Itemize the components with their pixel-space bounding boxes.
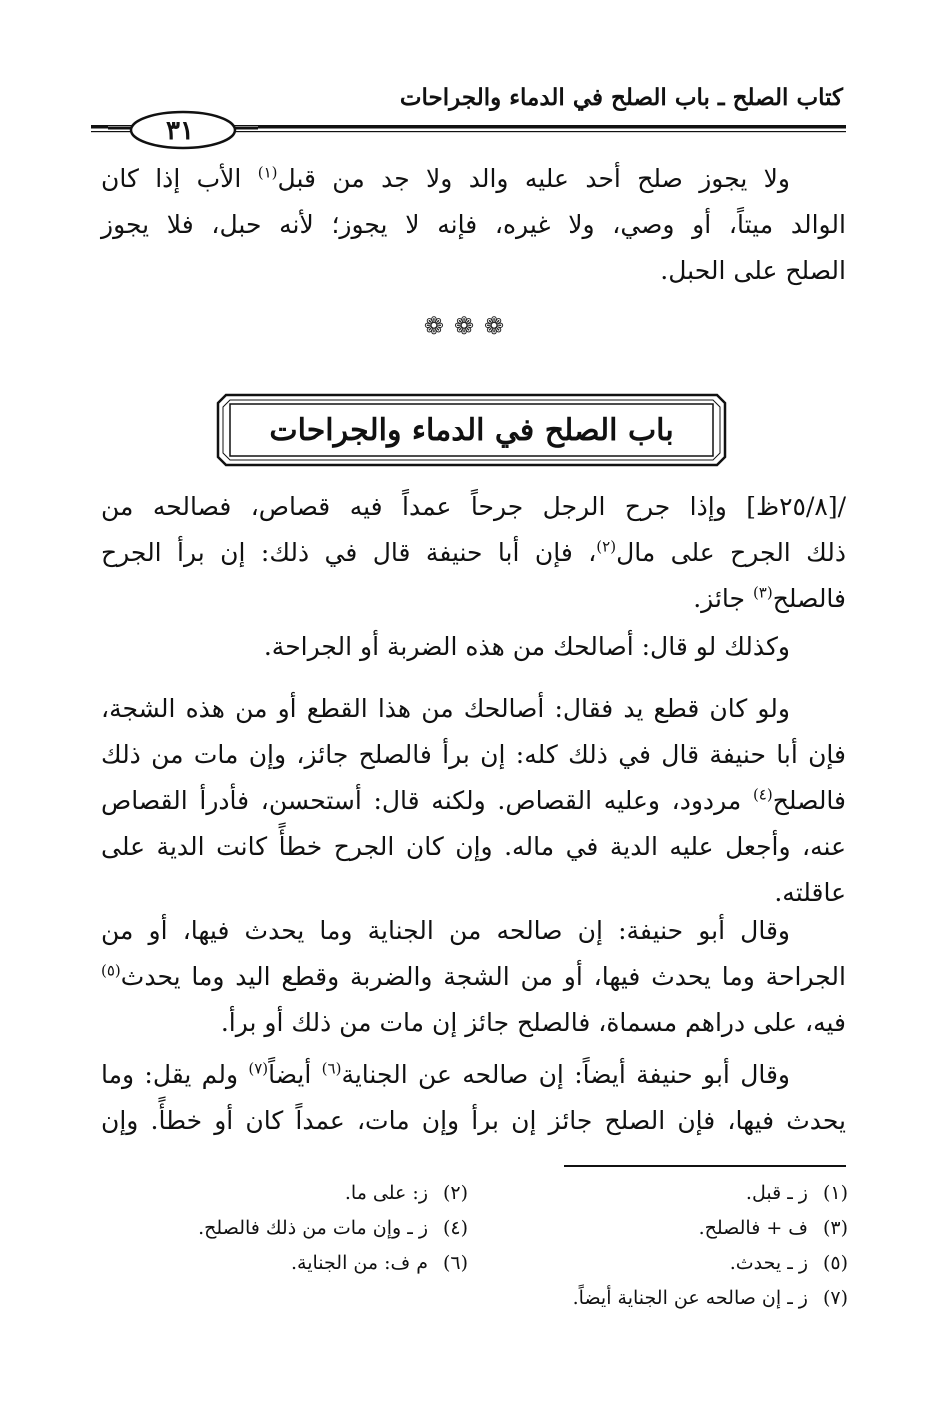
text-line: ولو كان قطع يد فقال: أصالحك من هذا القطع أو من هذه الشجة، xyxy=(101,694,790,723)
footnote-ref: (٣) xyxy=(752,583,773,602)
text-line: الوالد ميتاً، أو وصي، ولا غيره، فإنه لا يجوز؛ لأنه حبل، فلا يجوز xyxy=(101,210,846,239)
text-line: وقال أبو حنيفة أيضاً: إن صالحه عن الجناية$^{(٦)}$ أيضاً$^{(٧)}$ ولم يقل: وما xyxy=(101,1059,790,1089)
chapter-title: باب الصلح في الدماء والجراحات xyxy=(269,412,674,448)
text-line: فالصلح$^{(٤)}$ مردود، وعليه القصاص. ولكنه قال: أستحسن، فأدرأ القصاص xyxy=(101,785,846,815)
footnote-ref: (٦) xyxy=(321,1059,342,1078)
footnote: (١)ز ـ قبل. xyxy=(745,1182,848,1204)
paragraph xyxy=(101,624,846,670)
paragraph xyxy=(101,484,846,622)
paragraph xyxy=(101,908,846,1046)
text-line: الصلح على الحبل. xyxy=(660,256,846,285)
text-line: وكذلك لو قال: أصالحك من هذه الضربة أو الجراحة. xyxy=(263,632,790,661)
footnotes xyxy=(88,1182,848,1322)
paragraph xyxy=(101,1052,846,1144)
chapter-title-frame xyxy=(216,393,727,467)
text-line: فيه، على دراهم مسماة، فالصلح جائز إن مات من ذلك أو برأ. xyxy=(220,1008,846,1037)
text-line: فإن أبا حنيفة قال في ذلك كله: إن برأ فالصلح جائز، وإن مات من ذلك xyxy=(101,740,846,769)
paragraph xyxy=(101,686,846,916)
footnote-ref: (١) xyxy=(257,163,278,182)
text-line: عنه، وأجعل عليه الدية في ماله. وإن كان الجرح خطأً كانت الدية على xyxy=(101,832,846,861)
section-separator: ❁❁❁ xyxy=(423,312,515,340)
text-line: ذلك الجرح على مال$^{(٢)}$، فإن أبا حنيفة قال في ذلك: إن برأ الجرح xyxy=(101,537,846,567)
footnote-ref: (٥) xyxy=(101,961,121,980)
text-line: فالصلح$^{(٣)}$ جائز. xyxy=(693,583,846,613)
text-line: عاقلته. xyxy=(774,878,846,907)
text-line: يحدث فيها، فإن الصلح جائز إن برأ وإن مات، عمداً كان أو خطأً. وإن xyxy=(101,1106,846,1135)
text-line: /[٢٥/٨ظ] وإذا جرح الرجل جرحاً عمداً فيه قصاص، فصالحه من xyxy=(101,492,846,521)
footnote-rule xyxy=(564,1165,846,1167)
footnote: (٧)ز ـ إن صالحه عن الجناية أيضاً. xyxy=(572,1287,848,1309)
footnote: (٥)ز ـ يحدث. xyxy=(729,1252,848,1274)
text-line: ولا يجوز صلح أحد عليه والد ولا جد من قبل$^{(١)}$ الأب إذا كان xyxy=(101,163,790,193)
footnote: (٤)ز ـ وإن مات من ذلك فالصلح. xyxy=(198,1217,468,1239)
paragraph xyxy=(101,156,846,294)
footnote-ref: (٢) xyxy=(596,537,617,556)
footnote-ref: (٧) xyxy=(248,1059,269,1078)
text-line: وقال أبو حنيفة: إن صالحه من الجناية وما يحدث فيها، أو من xyxy=(101,916,790,945)
footnote-ref: (٤) xyxy=(752,785,773,804)
footnote: (٢)ز: على ما. xyxy=(344,1182,468,1204)
text-line: الجراحة وما يحدث فيها، أو من الشجة والضربة وقطع اليد وما يحدث$^{(٥)}$ xyxy=(101,961,846,991)
footnote: (٦)م ف: من الجناية. xyxy=(291,1252,468,1274)
footnote: (٣)ف + فالصلح. xyxy=(698,1217,848,1239)
running-title: كتاب الصلح ـ باب الصلح في الدماء والجراحات xyxy=(399,84,843,111)
page-number: ٣١ xyxy=(166,116,194,146)
